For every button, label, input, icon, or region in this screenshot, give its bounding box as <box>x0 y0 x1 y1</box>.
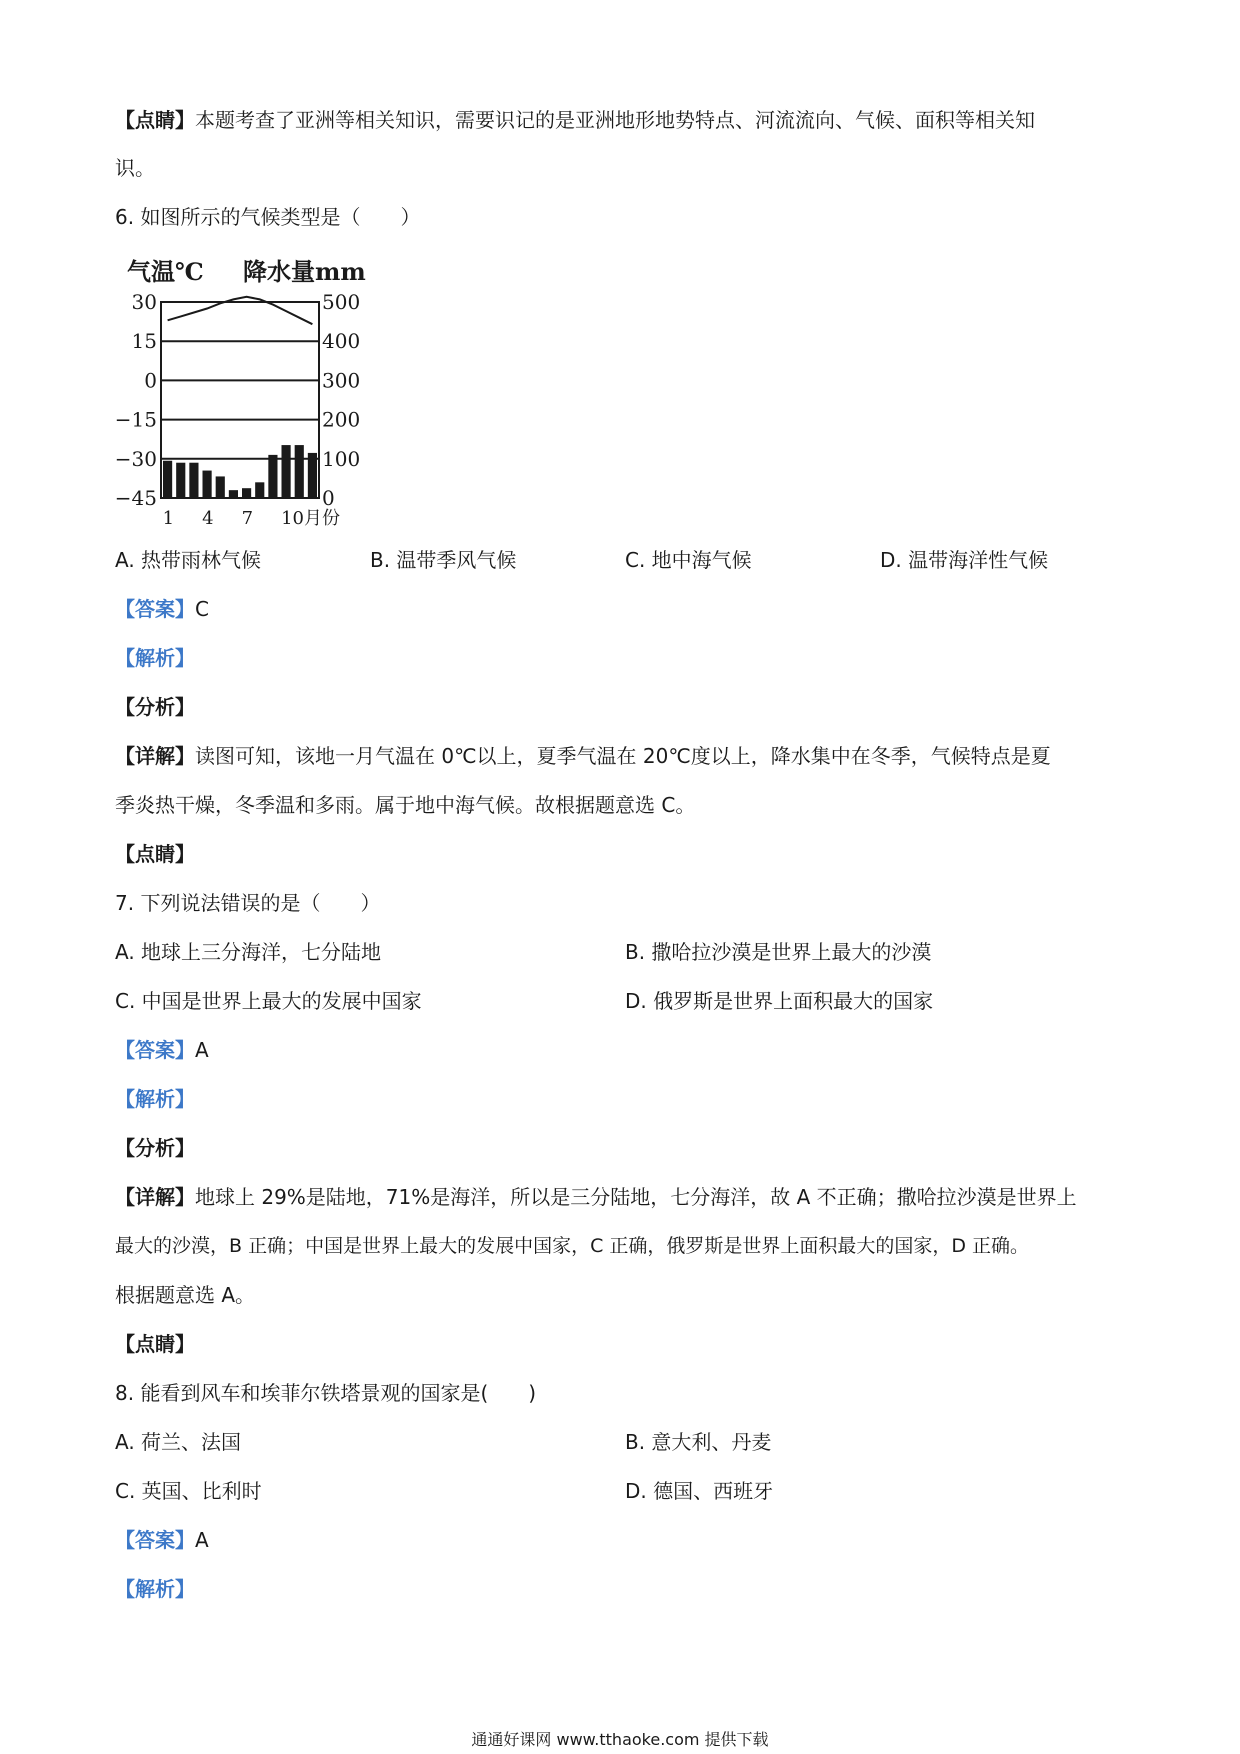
q7-answer <box>115 1036 209 1064</box>
detail-tag: 【详解】 <box>115 1185 195 1209</box>
chart-title-right: 降水量mm <box>243 257 366 286</box>
detail-text: 读图可知，该地一月气温在 0℃以上，夏季气温在 20℃度以上，降水集中在冬季，气候特点是夏 <box>195 744 1051 768</box>
q8-answer <box>115 1526 209 1554</box>
answer-value: C <box>195 597 209 621</box>
x-tick-label: 4 <box>202 508 214 529</box>
precipitation-bar <box>295 445 304 498</box>
q7-detail-line-3: 根据题意选 A。 <box>115 1283 256 1307</box>
question-8: 8. 能看到风车和埃菲尔铁塔景观的国家是( ) <box>115 1381 537 1405</box>
question-7: 7. 下列说法错误的是（ ） <box>115 891 381 915</box>
left-tick-label: 30 <box>131 290 157 314</box>
chart-title-left: 气温℃ <box>127 257 204 286</box>
climate-chart <box>114 257 375 533</box>
intro-line-2: 识。 <box>115 156 155 180</box>
q8-option-d: D. 德国、西班牙 <box>625 1479 774 1503</box>
precipitation-bar <box>308 453 317 498</box>
q8-option-a: A. 荷兰、法国 <box>115 1430 242 1454</box>
x-tick-label: 10月份 <box>281 508 340 529</box>
right-tick-label: 0 <box>322 486 335 510</box>
answer-value: A <box>195 1528 209 1552</box>
left-tick-label: −30 <box>114 446 157 471</box>
intro-text: 本题考查了亚洲等相关知识，需要识记的是亚洲地形地势特点、河流流向、气候、面积等相关知 <box>195 108 1035 132</box>
q6-dianjing-tag: 【点睛】 <box>115 842 195 866</box>
temperature-curve <box>168 297 313 324</box>
q8-option-b: B. 意大利、丹麦 <box>625 1430 772 1454</box>
precipitation-bar <box>189 463 198 498</box>
x-axis-ticks <box>163 508 340 529</box>
detail-text: 地球上 29%是陆地，71%是海洋，所以是三分陆地，七分海洋，故 A 不正确；撒哈拉沙漠是世界上 <box>195 1185 1077 1209</box>
precipitation-bar <box>268 455 277 498</box>
page-footer: 通通好课网 www.tthaoke.com 提供下载 <box>471 1730 769 1749</box>
q6-option-d: D. 温带海洋性气候 <box>880 548 1049 572</box>
left-tick-label: 0 <box>144 368 157 393</box>
q7-detail-line-2: 最大的沙漠，B 正确；中国是世界上最大的发展中国家，C 正确，俄罗斯是世界上面积最大的国家，D 正确。 <box>115 1235 1030 1257</box>
left-tick-label: 15 <box>131 329 157 354</box>
q7-detail-line-1 <box>115 1183 1077 1211</box>
precipitation-bar <box>216 476 225 498</box>
q6-analysis-tag: 【解析】 <box>115 646 195 670</box>
precipitation-bar <box>163 461 172 498</box>
q6-option-b: B. 温带季风气候 <box>370 548 517 572</box>
right-tick-label: 500 <box>322 290 361 314</box>
q6-answer <box>115 595 209 623</box>
q7-option-d: D. 俄罗斯是世界上面积最大的国家 <box>625 989 934 1013</box>
intro-line-1 <box>115 106 1035 134</box>
q7-option-a: A. 地球上三分海洋，七分陆地 <box>115 940 382 964</box>
precipitation-bar <box>176 463 185 498</box>
precipitation-bar <box>203 471 212 498</box>
right-tick-label: 100 <box>322 446 361 471</box>
q6-option-c: C. 地中海气候 <box>625 548 752 572</box>
q6-detail-line-1 <box>115 742 1051 770</box>
x-tick-label: 7 <box>241 508 254 529</box>
q7-fenxi-tag: 【分析】 <box>115 1136 195 1160</box>
q7-analysis-tag: 【解析】 <box>115 1087 195 1111</box>
q6-option-a: A. 热带雨林气候 <box>115 548 262 572</box>
left-tick-label: −45 <box>114 486 157 510</box>
precipitation-bar <box>255 482 264 498</box>
q8-analysis-tag: 【解析】 <box>115 1577 195 1601</box>
precipitation-bar <box>282 445 291 498</box>
answer-tag: 【答案】 <box>115 1528 195 1552</box>
q6-fenxi-tag: 【分析】 <box>115 695 195 719</box>
right-tick-label: 200 <box>322 407 361 432</box>
right-axis-ticks <box>322 290 360 510</box>
answer-tag: 【答案】 <box>115 597 195 621</box>
q7-dianjing-tag: 【点睛】 <box>115 1332 195 1356</box>
detail-tag: 【详解】 <box>115 744 195 768</box>
right-tick-label: 300 <box>322 368 361 393</box>
dianjing-tag: 【点睛】 <box>115 108 195 132</box>
precipitation-bar <box>242 488 251 498</box>
left-tick-label: −15 <box>114 407 157 432</box>
left-axis-ticks <box>115 290 157 510</box>
answer-value: A <box>195 1038 209 1062</box>
q6-detail-line-2: 季炎热干燥，冬季温和多雨。属于地中海气候。故根据题意选 C。 <box>115 793 696 817</box>
q7-option-c: C. 中国是世界上最大的发展中国家 <box>115 989 422 1013</box>
question-6: 6. 如图所示的气候类型是（ ） <box>115 205 421 229</box>
q8-option-c: C. 英国、比利时 <box>115 1479 262 1503</box>
answer-tag: 【答案】 <box>115 1038 195 1062</box>
precipitation-bars <box>163 445 317 498</box>
right-tick-label: 400 <box>322 329 361 354</box>
x-tick-label: 1 <box>162 508 175 529</box>
precipitation-bar <box>229 490 238 498</box>
q7-option-b: B. 撒哈拉沙漠是世界上最大的沙漠 <box>625 940 932 964</box>
